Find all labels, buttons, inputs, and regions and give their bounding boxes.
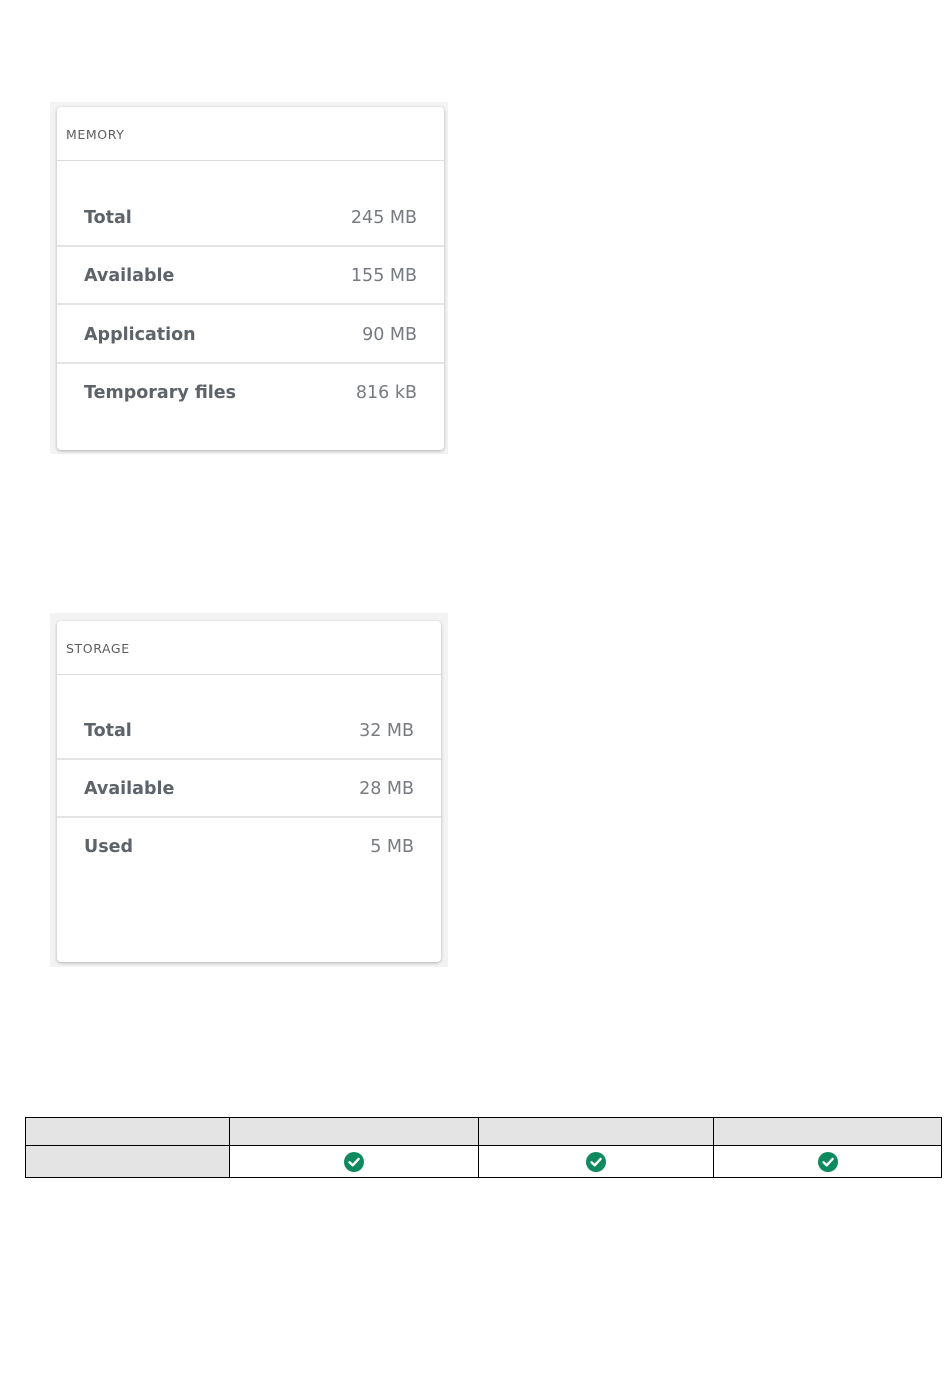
storage-row-label: Total	[84, 721, 132, 741]
storage-row-label: Available	[84, 779, 175, 799]
check-circle-icon	[586, 1152, 606, 1172]
storage-card-title-divider	[57, 674, 441, 675]
row-divider	[57, 303, 444, 305]
table-cell	[714, 1146, 942, 1178]
table-header-cell	[714, 1118, 942, 1146]
memory-row-value: 816 kB	[355, 383, 417, 403]
memory-row-temporary-files	[57, 364, 444, 422]
storage-row-available	[57, 760, 441, 818]
storage-row-label: Used	[84, 837, 134, 857]
memory-row-value: 155 MB	[350, 266, 417, 286]
memory-row-available	[57, 247, 444, 305]
storage-row-value: 28 MB	[359, 779, 414, 799]
memory-row-total	[57, 189, 444, 247]
check-circle-icon	[344, 1152, 364, 1172]
memory-row-label: Available	[84, 266, 175, 286]
table-header-cell	[26, 1118, 230, 1146]
support-matrix-table	[25, 1117, 942, 1178]
memory-row-application	[57, 306, 444, 364]
table-header-cell	[229, 1118, 479, 1146]
storage-row-value: 5 MB	[370, 837, 414, 857]
table-header-cell	[479, 1118, 714, 1146]
storage-row-value: 32 MB	[359, 721, 414, 741]
storage-row-used	[57, 818, 441, 876]
memory-card	[57, 107, 444, 450]
table-cell	[229, 1146, 479, 1178]
storage-card-title: STORAGE	[66, 641, 130, 656]
memory-card-title: MEMORY	[66, 127, 125, 142]
table-row	[26, 1146, 942, 1178]
memory-row-value: 245 MB	[350, 208, 417, 228]
table-row-label-cell	[26, 1146, 230, 1178]
storage-row-total	[57, 702, 441, 760]
memory-row-label: Total	[84, 208, 132, 228]
storage-card	[57, 621, 441, 962]
memory-card-title-divider	[57, 160, 444, 161]
table-header-row	[26, 1118, 942, 1146]
memory-row-value: 90 MB	[362, 325, 417, 345]
table-cell	[479, 1146, 714, 1178]
memory-row-label: Application	[84, 325, 196, 345]
check-circle-icon	[818, 1152, 838, 1172]
memory-row-label: Temporary files	[84, 383, 237, 403]
